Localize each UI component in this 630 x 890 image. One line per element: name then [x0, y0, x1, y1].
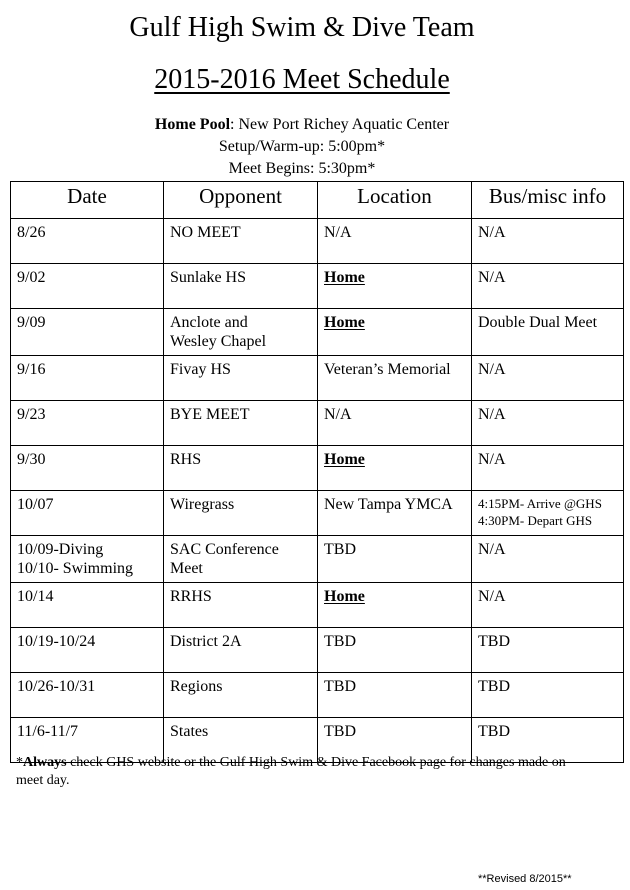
opponent-cell: [164, 628, 318, 673]
bus-info-cell: [472, 673, 624, 718]
bus-info-cell: [472, 309, 624, 356]
bus-info-cell-line: 4:15PM- Arrive @GHS: [478, 496, 602, 511]
opponent-cell-line: RRHS: [170, 588, 212, 605]
date-cell-line: 10/07: [17, 496, 54, 513]
location-cell: [318, 583, 472, 628]
location-label: TBD: [324, 541, 356, 558]
opponent-cell-line: Fivay HS: [170, 361, 231, 378]
opponent-cell-line: District 2A: [170, 633, 242, 650]
date-cell-line: 10/26-10/31: [17, 678, 96, 695]
home-pool-value: : New Port Richey Aquatic Center: [230, 116, 450, 133]
date-cell: [11, 536, 164, 583]
table-row: [11, 219, 624, 264]
date-cell: [11, 356, 164, 401]
location-cell: [318, 491, 472, 536]
column-header-location: Location: [318, 182, 472, 219]
opponent-cell-line: States: [170, 723, 209, 740]
date-cell-line: 8/26: [17, 224, 46, 241]
column-header-date: Date: [11, 182, 164, 219]
date-cell: [11, 401, 164, 446]
column-header-opponent: Opponent: [164, 182, 318, 219]
table-header-row: [11, 182, 624, 219]
date-cell-line: 10/14: [17, 588, 54, 605]
bus-info-cell-line: N/A: [478, 541, 506, 558]
home-pool-line: [0, 115, 604, 135]
date-cell: [11, 583, 164, 628]
home-location-label: Home: [324, 451, 365, 468]
opponent-cell: [164, 491, 318, 536]
bus-info-cell-line: N/A: [478, 224, 506, 241]
location-label: N/A: [324, 406, 352, 423]
warmup-time: Setup/Warm-up: 5:00pm*: [218, 138, 386, 155]
schedule-body: [11, 219, 624, 763]
revision-note: **Revised 8/2015**: [478, 873, 572, 885]
footnote: [16, 754, 596, 790]
opponent-cell: [164, 673, 318, 718]
location-cell: [318, 628, 472, 673]
opponent-cell-line: Sunlake HS: [170, 269, 246, 286]
opponent-cell: [164, 309, 318, 356]
location-label: TBD: [324, 678, 356, 695]
location-cell: [318, 536, 472, 583]
bus-info-cell-line: Double Dual Meet: [478, 314, 598, 331]
bus-info-cell-line: TBD: [478, 723, 510, 740]
opponent-cell-line: Wesley Chapel: [170, 333, 267, 350]
location-label: TBD: [324, 723, 356, 740]
bus-info-cell: [472, 356, 624, 401]
bus-info-cell: [472, 491, 624, 536]
footnote-emphasis: Always: [23, 755, 67, 770]
bus-info-cell-line: N/A: [478, 588, 506, 605]
location-cell: [318, 309, 472, 356]
opponent-cell-line: SAC Conference: [170, 541, 279, 558]
date-cell-line: 9/09: [17, 314, 46, 331]
bus-info-cell: [472, 401, 624, 446]
opponent-cell-line: Wiregrass: [170, 496, 235, 513]
date-cell: [11, 446, 164, 491]
bus-info-cell-line: N/A: [478, 269, 506, 286]
date-cell-line: 10/10- Swimming: [17, 560, 134, 577]
bus-info-cell: [472, 219, 624, 264]
date-cell: [11, 673, 164, 718]
bus-info-cell-line: TBD: [478, 678, 510, 695]
table-row: [11, 264, 624, 309]
home-location-label: Home: [324, 588, 365, 605]
table-row: [11, 673, 624, 718]
table-row: [11, 309, 624, 356]
bus-info-cell: [472, 446, 624, 491]
opponent-cell: [164, 536, 318, 583]
location-label: N/A: [324, 224, 352, 241]
bus-info-cell-line: N/A: [478, 451, 506, 468]
location-label: Veteran’s Memorial: [324, 361, 451, 378]
date-cell-line: 9/02: [17, 269, 46, 286]
date-cell: [11, 264, 164, 309]
location-cell: [318, 673, 472, 718]
location-cell: [318, 264, 472, 309]
opponent-cell-line: BYE MEET: [170, 406, 250, 423]
location-label: New Tampa YMCA: [324, 496, 453, 513]
table-row: [11, 401, 624, 446]
opponent-cell-line: Regions: [170, 678, 223, 695]
opponent-cell-line: Anclote and: [170, 314, 248, 331]
date-cell-line: 9/16: [17, 361, 46, 378]
page-title: Gulf High Swim & Dive Team: [129, 12, 475, 43]
date-cell: [11, 491, 164, 536]
home-pool-label: Home Pool: [154, 116, 231, 133]
location-label: TBD: [324, 633, 356, 650]
table-row: [11, 583, 624, 628]
date-cell: [11, 309, 164, 356]
table-row: [11, 446, 624, 491]
bus-info-cell: [472, 583, 624, 628]
date-cell-line: 9/23: [17, 406, 46, 423]
date-cell-line: 11/6-11/7: [17, 723, 79, 740]
table-row: [11, 628, 624, 673]
location-cell: [318, 356, 472, 401]
footnote-text: check GHS website or the Gulf High Swim & Dive Facebook page for changes made on meet day.: [16, 755, 566, 788]
opponent-cell: [164, 446, 318, 491]
bus-info-cell-line: N/A: [478, 361, 506, 378]
bus-info-cell: [472, 536, 624, 583]
bus-info-cell-line: N/A: [478, 406, 506, 423]
date-cell-line: 9/30: [17, 451, 46, 468]
opponent-cell-line: Meet: [170, 560, 203, 577]
date-cell-line: 10/09-Diving: [17, 541, 104, 558]
meet-schedule-table: [10, 181, 624, 763]
schedule-title: 2015-2016 Meet Schedule: [154, 64, 450, 95]
opponent-cell-line: RHS: [170, 451, 202, 468]
opponent-cell-line: NO MEET: [170, 224, 241, 241]
date-cell-line: 10/19-10/24: [17, 633, 96, 650]
meet-begin-time: Meet Begins: 5:30pm*: [228, 160, 376, 177]
location-cell: [318, 401, 472, 446]
footnote-asterisk: *: [16, 755, 23, 770]
table-row: [11, 356, 624, 401]
bus-info-cell-line: TBD: [478, 633, 510, 650]
date-cell: [11, 628, 164, 673]
bus-info-cell: [472, 264, 624, 309]
home-location-label: Home: [324, 314, 365, 331]
bus-info-cell: [472, 628, 624, 673]
bus-info-cell-line: 4:30PM- Depart GHS: [478, 513, 593, 528]
location-cell: [318, 219, 472, 264]
opponent-cell: [164, 264, 318, 309]
opponent-cell: [164, 401, 318, 446]
opponent-cell: [164, 356, 318, 401]
column-header-bus-info: Bus/misc info: [472, 182, 624, 219]
table-row: [11, 491, 624, 536]
table-row: [11, 536, 624, 583]
home-location-label: Home: [324, 269, 365, 286]
opponent-cell: [164, 219, 318, 264]
date-cell: [11, 219, 164, 264]
opponent-cell: [164, 583, 318, 628]
location-cell: [318, 446, 472, 491]
